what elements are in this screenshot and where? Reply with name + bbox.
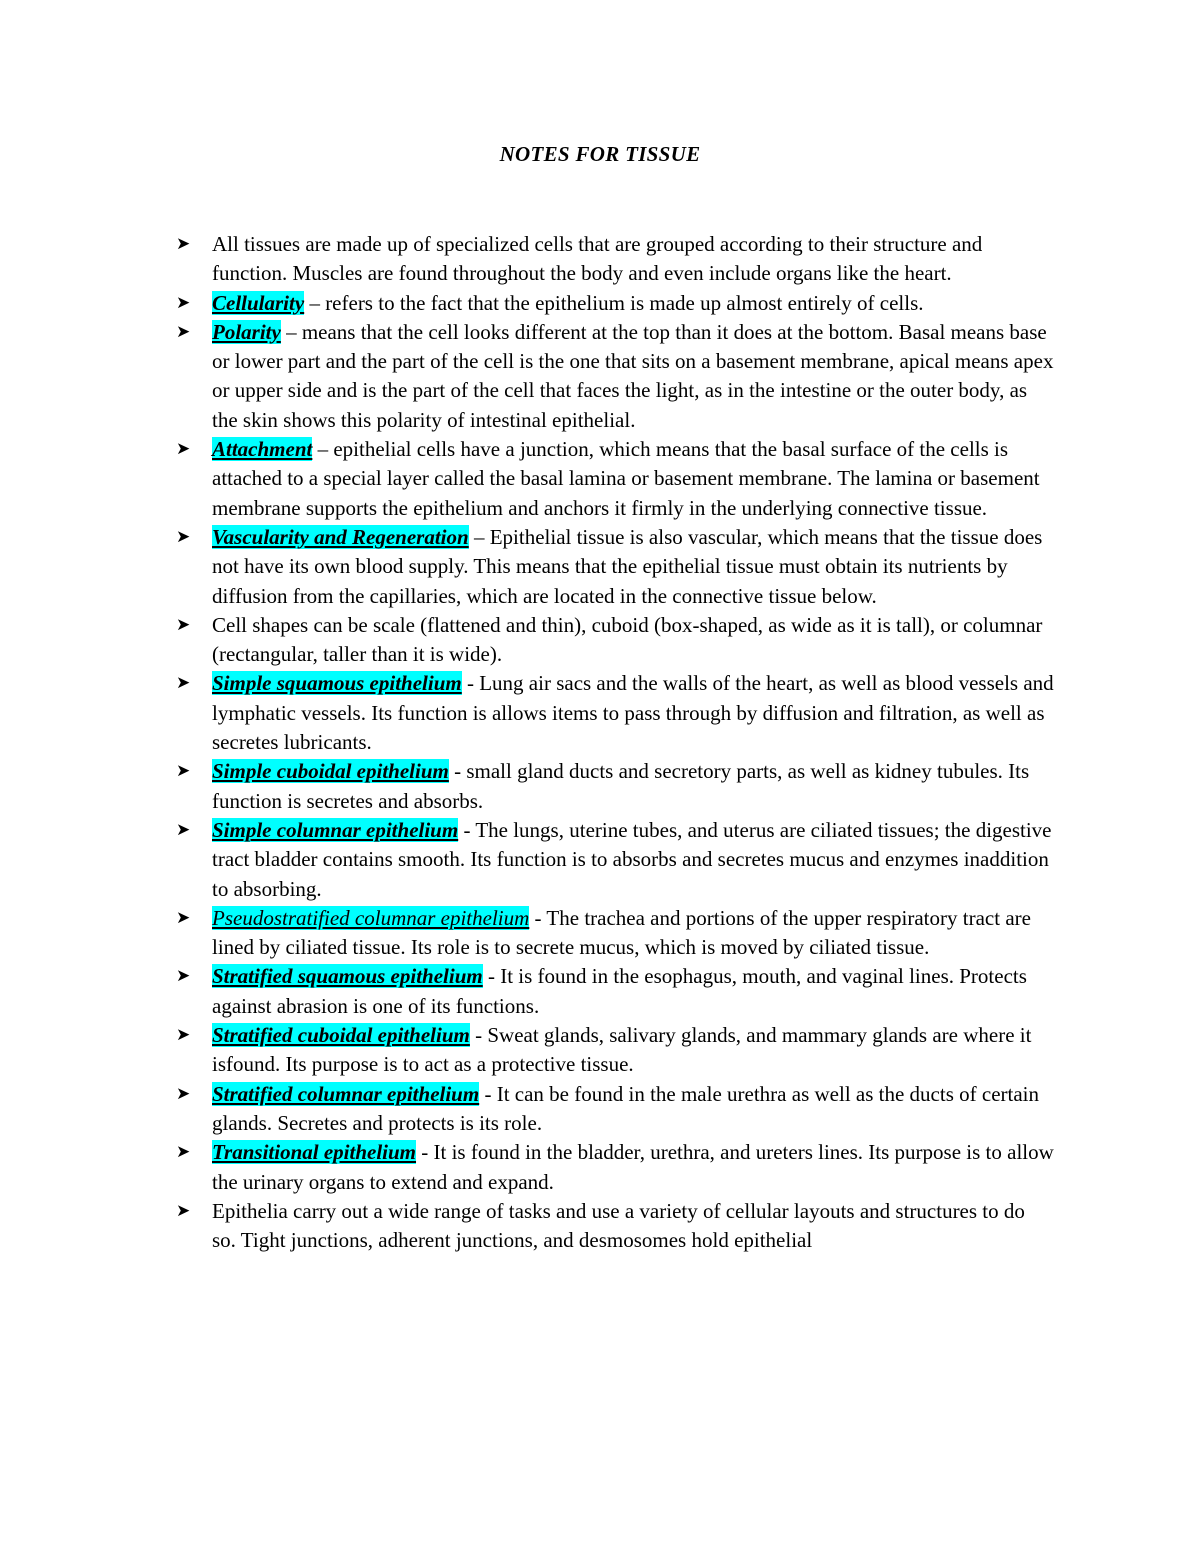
arrowhead-bullet-icon: ➤ [176,292,191,313]
term-separator: – [312,437,334,462]
term-highlight: Transitional epithelium [212,1140,417,1165]
term-separator: – [280,319,302,344]
arrowhead-bullet-icon: ➤ [176,966,191,987]
list-item [174,611,1054,670]
term-highlight: Simple cuboidal epithelium [212,759,449,784]
term-highlight: Polarity [212,319,281,344]
list-item [174,962,1054,1021]
item-text: Sweat glands, salivary glands, and mammary glands are where it isfound. Its purpose is to act as a protective tissue. [212,1023,1032,1077]
term-separator: – [304,290,326,315]
list-item [174,230,1054,289]
item-text: All tissues are made up of specialized cells that are grouped according to their structure and function. Muscles are found throughout the body and even include organs like the heart. [212,232,983,286]
page-title: NOTES FOR TISSUE [499,142,701,166]
arrowhead-bullet-icon: ➤ [176,1142,191,1163]
term-highlight: Attachment [212,437,313,462]
term-separator: - [458,817,476,842]
list-item [174,1197,1054,1256]
item-text: Lung air sacs and the walls of the heart, as well as blood vessels and lymphatic vessels. Its function is allows items to pass through by diffusion and filtration, as well as secretes lubricants. [212,671,1054,755]
term-highlight: Stratified squamous epithelium [212,964,483,989]
arrowhead-bullet-icon: ➤ [176,614,191,635]
list-item [174,435,1054,523]
term-highlight: Cellularity [212,290,305,315]
term-highlight: Stratified cuboidal epithelium [212,1023,470,1048]
arrowhead-bullet-icon: ➤ [176,439,191,460]
arrowhead-bullet-icon: ➤ [176,321,191,342]
term-separator: - [479,1081,497,1106]
term-highlight: Stratified columnar epithelium [212,1081,480,1106]
item-text: Epithelia carry out a wide range of tasks and use a variety of cellular layouts and structures to do so. Tight junctions, adherent junctions, and desmosomes hold epithelial [212,1198,1025,1253]
arrowhead-bullet-icon: ➤ [176,907,191,928]
item-text: It is found in the bladder, urethra, and ureters lines. Its purpose is to allow the urinary organs to extend and expand. [212,1140,1054,1194]
list-item [174,523,1054,611]
term-separator: - [416,1140,434,1165]
arrowhead-bullet-icon: ➤ [176,1025,191,1046]
list-item [174,1021,1054,1080]
term-separator: - [482,964,501,989]
item-text: The trachea and portions of the upper respiratory tract are lined by ciliated tissue. Its role is to secrete mucus, which is moved by ciliated tissue. [212,905,1031,960]
arrowhead-bullet-icon: ➤ [176,1083,191,1104]
item-text: It is found in the esophagus, mouth, and vaginal lines. Protects against abrasion is one of its functions. [212,964,1027,1018]
list-item [174,1138,1054,1197]
notes-list [174,230,1054,1255]
list-item [174,669,1054,757]
item-text: refers to the fact that the epithelium is made up almost entirely of cells. [325,290,924,315]
list-item [174,318,1054,435]
item-text: epithelial cells have a junction, which means that the basal surface of the cells is attached to a special layer called the basal lamina or basement membrane. The lamina or basement membrane supports the epithelium and anchors it firmly in the underlying connective tissue. [212,437,1040,520]
arrowhead-bullet-icon: ➤ [176,819,191,840]
term-highlight: Pseudostratified columnar epithelium [212,905,530,930]
item-text: It can be found in the male urethra as well as the ducts of certain glands. Secretes and protects is its role. [212,1081,1039,1135]
term-highlight: Vascularity and Regeneration [212,524,469,549]
term-separator: - [469,1023,488,1048]
term-separator: - [448,759,467,784]
item-text: Cell shapes can be scale (flattened and thin), cuboid (box-shaped, as wide as it is tall), or columnar (rectangular, taller than it is wide). [212,612,1043,667]
list-item [174,904,1054,963]
arrowhead-bullet-icon: ➤ [176,234,191,254]
term-separator: - [529,905,547,930]
arrowhead-bullet-icon: ➤ [176,526,191,547]
list-item [174,757,1054,816]
term-separator: - [461,671,480,696]
term-separator: – [468,524,490,549]
item-text: means that the cell looks different at the top than it does at the bottom. Basal means base or lower part and the part of the cell is the one that sits on a basement membrane, apical means apex or upper side and is the part of the cell that faces the light, as in the intestine or the outer body, as the skin shows this polarity of intestinal epithelial. [212,319,1054,432]
list-item [174,816,1054,904]
item-text: The lungs, uterine tubes, and uterus are ciliated tissues; the digestive tract bladder contains smooth. Its function is to absorbs and secretes mucus and enzymes inaddition to absorbing. [212,817,1052,901]
term-highlight: Simple squamous epithelium [212,671,462,696]
item-text: small gland ducts and secretory parts, as well as kidney tubules. Its function is secretes and absorbs. [212,759,1030,813]
arrowhead-bullet-icon: ➤ [176,761,191,782]
list-item [174,1080,1054,1139]
term-highlight: Simple columnar epithelium [212,817,459,842]
list-item [174,289,1054,318]
arrowhead-bullet-icon: ➤ [176,673,191,694]
item-text: Epithelial tissue is also vascular, which means that the tissue does not have its own blood supply. This means that the epithelial tissue must obtain its nutrients by diffusion from the capillaries, which are located in the connective tissue below. [212,524,1043,608]
arrowhead-bullet-icon: ➤ [176,1200,191,1221]
